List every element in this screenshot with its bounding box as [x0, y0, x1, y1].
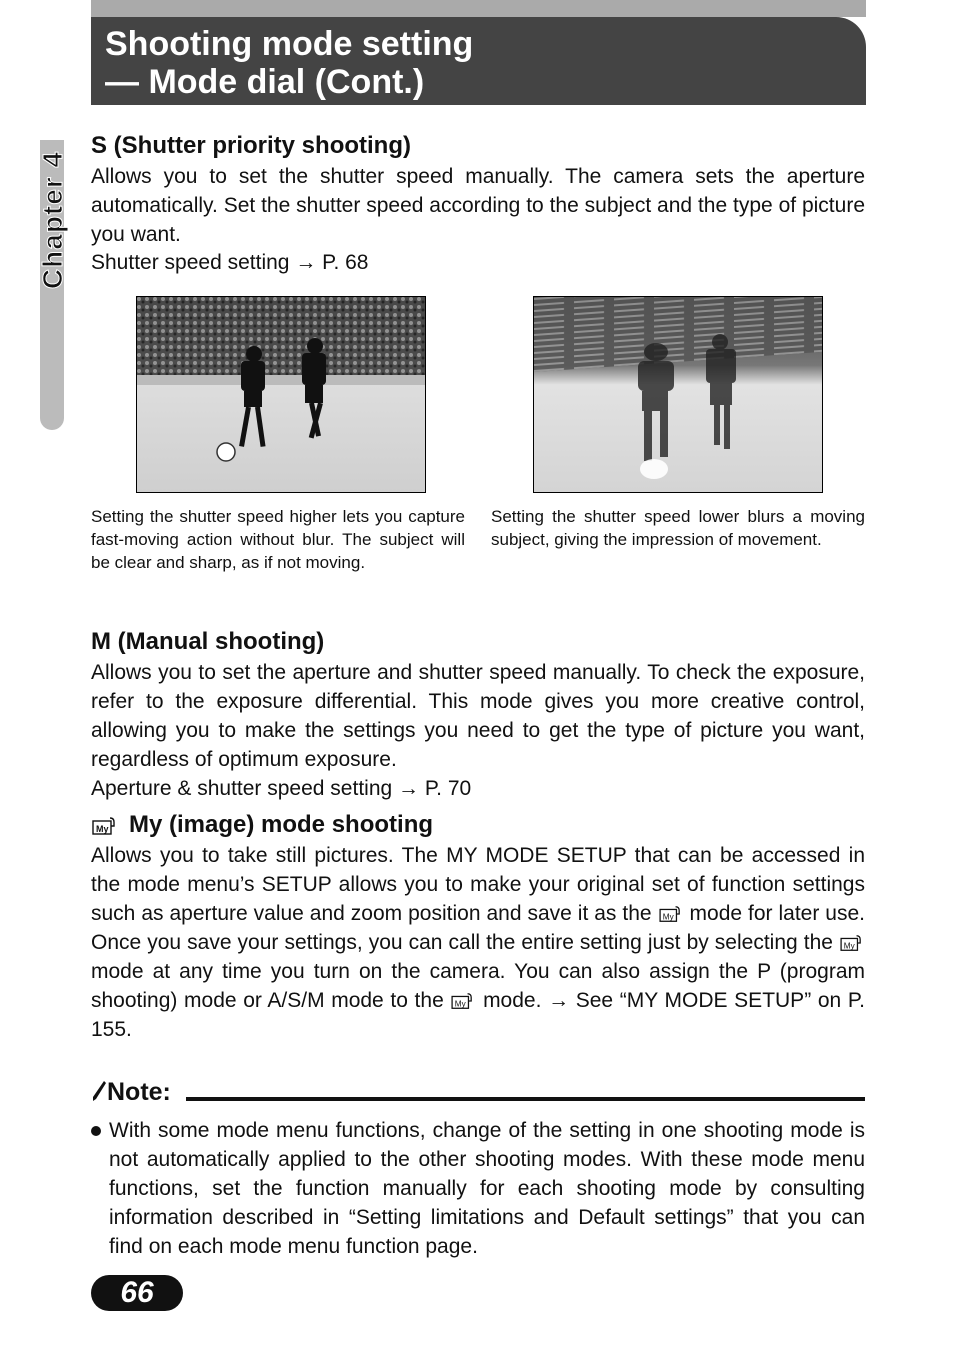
section-my-text-1: Allows you to take still pictures. The MY MODE SETUP that can be accessed in the mode menu’s SETUP allows you to make your original set of function settings such as aperture value and zoom position and save it as the [91, 844, 865, 925]
note-label: Note: [107, 1078, 171, 1106]
section-my-text-3: mode at any time you turn on the camera. You can also assign the P (program shooting) mode or A/S/M mode to the [91, 960, 865, 1012]
arrow-right-icon: → [398, 777, 420, 800]
reference-page: P. 70 [424, 777, 472, 800]
page-title-line2: — Mode dial (Cont.) [105, 63, 425, 101]
arrow-right-icon: → [295, 251, 317, 274]
section-my-text-5: See “MY MODE SETUP” on P. 155. [91, 989, 865, 1041]
my-mode-icon [450, 991, 476, 1011]
pencil-icon [91, 1080, 107, 1102]
section-title-my [91, 811, 433, 839]
chapter-label: Chapter 4 [37, 150, 68, 290]
header-top-bar [91, 0, 866, 17]
note-body: With some mode menu functions, change of the setting in one shooting mode is not automatically applied to the other shooting modes. With these mode menu functions, set the function manually for each shooting mode by consulting information described in “Setting limitations and Default settings” that you can find on each mode menu function page. [109, 1119, 865, 1258]
photo-blurred-soccer [533, 296, 823, 493]
svg-text:My: My [662, 912, 674, 922]
note-divider [186, 1097, 865, 1101]
section-my-text-4: mode. [483, 989, 542, 1012]
section-title-s: S (Shutter priority shooting) [91, 132, 411, 159]
section-m-body: Allows you to set the aperture and shutter speed manually. To check the exposure, refer to the exposure differential. This mode gives you more creative control, allowing you to make the settings you need to get the type of picture you want, regardless of optimum exposure. [91, 661, 865, 771]
section-s-body: Allows you to set the shutter speed manually. The camera sets the aperture automatically. Set the shutter speed according to the subject and the type of picture you want. [91, 165, 865, 246]
reference-page: P. 68 [322, 251, 369, 274]
my-mode-icon [839, 933, 865, 953]
section-m-reference [91, 774, 471, 803]
svg-text:My: My [96, 823, 109, 834]
page-title [105, 25, 866, 101]
bullet-icon [91, 1126, 101, 1136]
photo-caption-left: Setting the shutter speed higher lets you capture fast-moving action without blur. The subject will be clear and sharp, as if not moving. [91, 507, 465, 572]
reference-text: Aperture & shutter speed setting [91, 777, 393, 800]
my-mode-icon [658, 904, 684, 924]
photo-sharp-soccer [136, 296, 426, 493]
section-title-m: M (Manual shooting) [91, 628, 325, 655]
my-mode-icon [91, 815, 119, 837]
photo-caption-right: Setting the shutter speed lower blurs a moving subject, giving the impression of movement. [491, 507, 865, 549]
note-heading [91, 1078, 171, 1107]
svg-text:My: My [455, 999, 467, 1009]
section-my-text-2: mode for later use. Once you save your settings, you can call the entire setting just by selecting the [91, 902, 865, 954]
page-title-line1: Shooting mode setting [105, 25, 474, 63]
svg-text:My: My [843, 941, 855, 951]
page-number: 66 [91, 1275, 183, 1311]
arrow-right-icon: → [548, 989, 570, 1012]
section-s-reference [91, 248, 368, 277]
section-my-body [91, 841, 865, 1044]
page-header [91, 17, 866, 105]
reference-text: Shutter speed setting [91, 251, 290, 274]
section-title-my-text: My (image) mode shooting [129, 811, 434, 838]
